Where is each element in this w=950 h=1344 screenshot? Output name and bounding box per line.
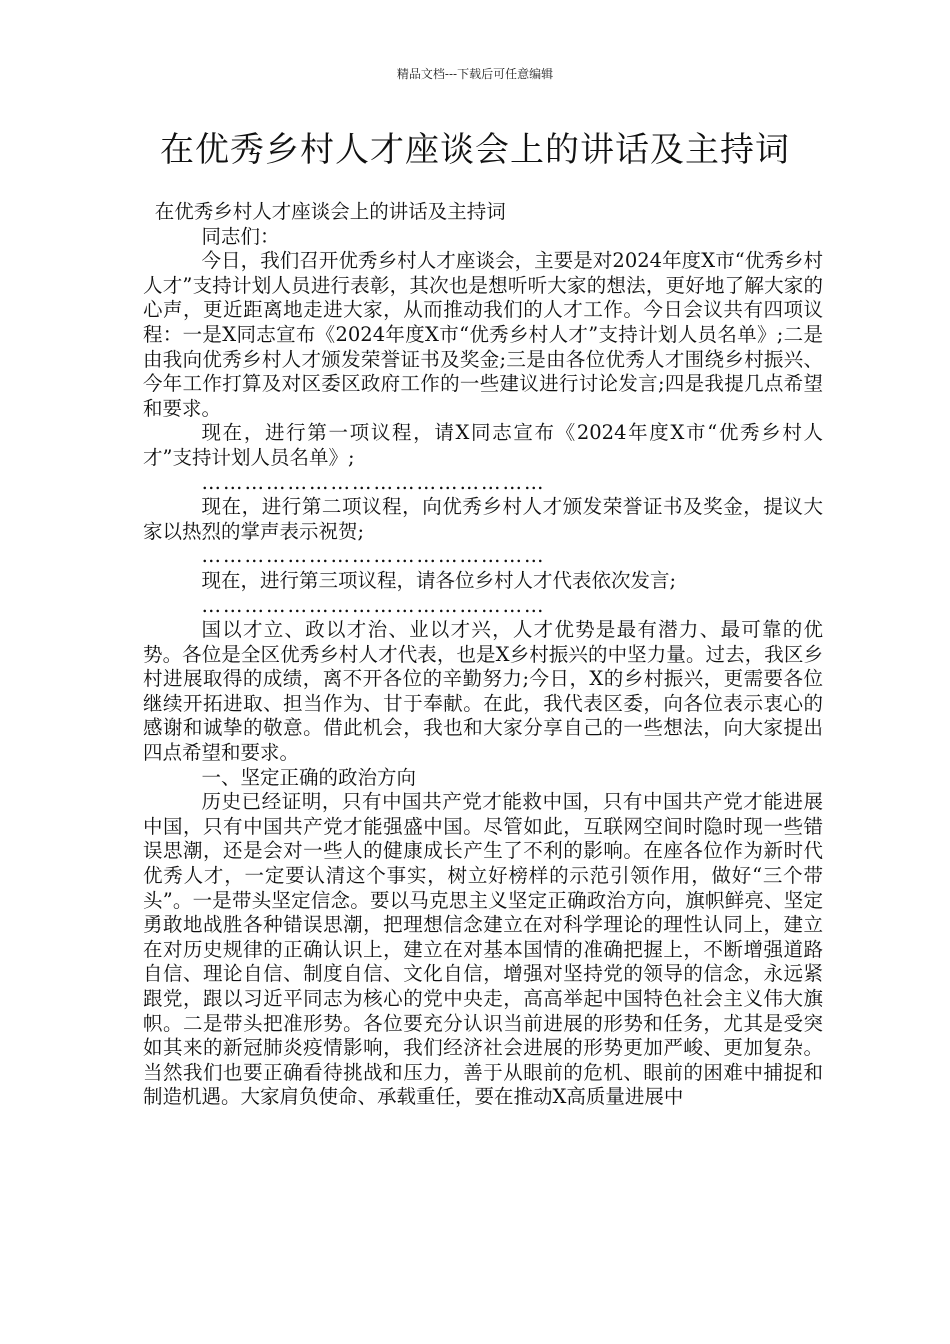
page-header-note: 精品文档---下载后可任意编辑 bbox=[396, 67, 554, 81]
ellipsis-separator: ………………………………………… bbox=[201, 544, 546, 568]
ellipsis-separator: ………………………………………… bbox=[201, 593, 546, 617]
document-title: 在优秀乡村人才座谈会上的讲话及主持词 bbox=[160, 130, 790, 170]
subtitle: 在优秀乡村人才座谈会上的讲话及主持词 bbox=[154, 200, 506, 223]
paragraph-intro: 今日，我们召开优秀乡村人才座谈会，主要是对2024年度X市“优秀乡村人才”支持计划人员进行表彰，其次也是想听听大家的想法，更好地了解大家的心声，更近距离地走进大家，从而推动我们的人才工作。今日会议共有四项议程：一是X同志宣布《2024年度X市“优秀乡村人才”支持计划人员名单》;二是由我向优秀乡村人才颁发荣誉证书及奖金;三是由各位优秀人才围绕乡村振兴、今年工作打算及对区委区政府工作的一些建议进行讨论发言;四是我提几点希望和要求。 bbox=[143, 249, 823, 420]
salutation: 同志们： bbox=[201, 224, 280, 248]
ellipsis-separator: ………………………………………… bbox=[201, 470, 546, 494]
paragraph-talent: 国以才立、政以才治、业以才兴，人才优势是最有潜力、最可靠的优势。各位是全区优秀乡村人才代表，也是X乡村振兴的中坚力量。过去，我区乡村进展取得的成绩，离不开各位的辛勤努力;今日，X的乡村振兴，更需要各位继续开拓进取、担当作为、甘于奉献。在此，我代表区委，向各位表示衷心的感谢和诚挚的敬意。借此机会，我也和大家分享自己的一些想法，向大家提出四点希望和要求。 bbox=[143, 618, 823, 765]
paragraph-section-1: 历史已经证明，只有中国共产党才能救中国，只有中国共产党才能进展中国，只有中国共产党才能强盛中国。尽管如此，互联网空间时隐时现一些错误思潮，还是会对一些人的健康成长产生了不利的影响。在座各位作为新时代优秀人才，一定要认清这个事实，树立好榜样的示范引领作用，做好“三个带头”。一是带头坚定信念。要以马克思主义坚定正确政治方向，旗帜鲜亮、坚定勇敢地战胜各种错误思潮，把理想信念建立在对科学理论的理性认同上，建立在对历史规律的正确认识上，建立在对基本国情的准确把握上，不断增强道路自信、理论自信、制度自信、文化自信，增强对坚持党的领导的信念，永远紧跟党，跟以习近平同志为核心的党中央走，高高举起中国特色社会主义伟大旗帜。二是带头把准形势。各位要充分认识当前进展的形势和任务，尤其是受突如其来的新冠肺炎疫情影响，我们经济社会进展的形势更加严峻、更加复杂。当然我们也要正确看待挑战和压力，善于从眼前的危机、眼前的困难中捕捉和制造机遇。大家肩负使命、承载重任，要在推动X高质量进展中 bbox=[143, 790, 823, 1109]
section-heading-1: 一、坚定正确的政治方向 bbox=[201, 765, 417, 789]
paragraph-agenda-1: 现在，进行第一项议程，请X同志宣布《2024年度X市“优秀乡村人才”支持计划人员名单》; bbox=[143, 421, 823, 469]
paragraph-agenda-3: 现在，进行第三项议程，请各位乡村人才代表依次发言; bbox=[201, 568, 677, 592]
paragraph-agenda-2: 现在，进行第二项议程，向优秀乡村人才颁发荣誉证书及奖金，提议大家以热烈的掌声表示祝贺; bbox=[143, 495, 823, 543]
document-body bbox=[143, 200, 823, 1110]
